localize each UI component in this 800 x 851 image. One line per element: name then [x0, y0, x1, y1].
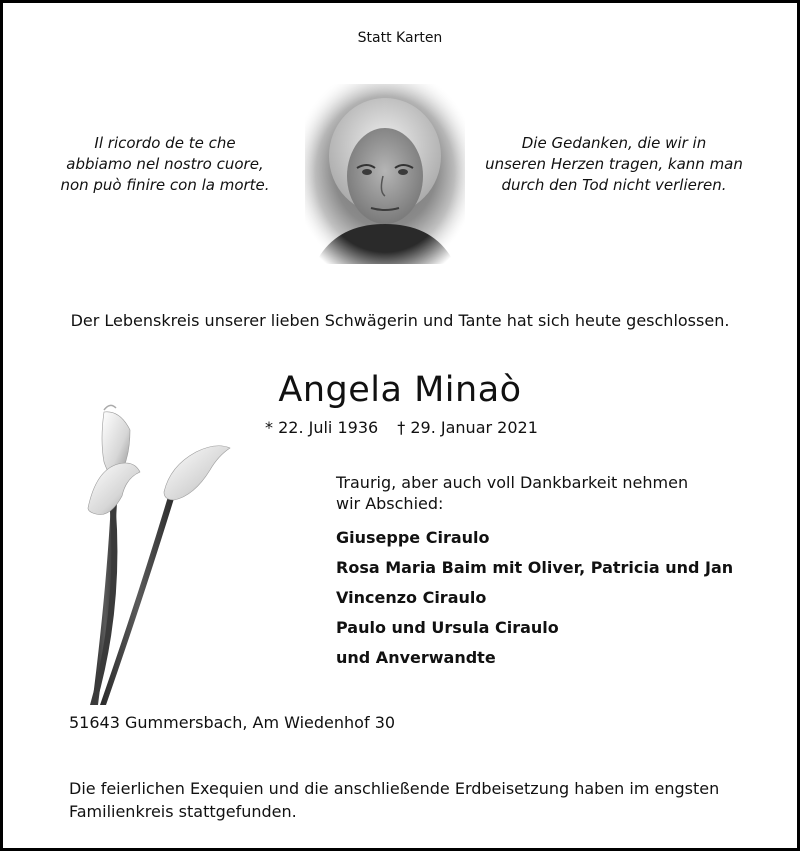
quote-line: durch den Tod nicht verlieren.	[501, 176, 727, 194]
mourners-list	[336, 523, 766, 673]
quote-german	[484, 133, 744, 196]
calla-lily-illustration	[70, 400, 245, 710]
calla-lily-icon	[70, 400, 245, 710]
address: 51643 Gummersbach, Am Wiedenhof 30	[69, 713, 396, 732]
portrait-photo	[305, 84, 465, 264]
quote-line: non può finire con la morte.	[60, 176, 270, 194]
quote-line: abbiamo nel nostro cuore,	[66, 155, 264, 173]
mourner-name: Rosa Maria Baim mit Oliver, Patricia und Jan	[336, 558, 734, 577]
header-title: Statt Karten	[357, 30, 443, 46]
portrait-image	[305, 84, 465, 264]
quote-italian	[40, 133, 290, 196]
birth-date: * 22. Juli 1936	[265, 418, 379, 437]
mourner-name: und Anverwandte	[336, 648, 496, 667]
life-dates	[265, 418, 552, 437]
death-date: † 29. Januar 2021	[397, 418, 538, 437]
closing-text: Die feierlichen Exequien und die anschließende Erdbeisetzung haben im engsten Familienkreis stattgefunden.	[69, 779, 720, 821]
mourner-name: Paulo und Ursula Ciraulo	[336, 618, 559, 637]
quote-line: unseren Herzen tragen, kann man	[485, 155, 743, 173]
mourner-name: Vincenzo Ciraulo	[336, 588, 487, 607]
mourner-name: Giuseppe Ciraulo	[336, 528, 490, 547]
quote-line: Il ricordo de te che	[94, 134, 236, 152]
intro-text: Der Lebenskreis unserer lieben Schwägerin und Tante hat sich heute geschlossen.	[70, 311, 730, 330]
mourners-block	[336, 472, 766, 673]
mourners-lead: Traurig, aber auch voll Dankbarkeit nehmen wir Abschied:	[336, 473, 689, 513]
deceased-name: Angela Minaò	[278, 370, 522, 410]
quote-line: Die Gedanken, die wir in	[521, 134, 707, 152]
